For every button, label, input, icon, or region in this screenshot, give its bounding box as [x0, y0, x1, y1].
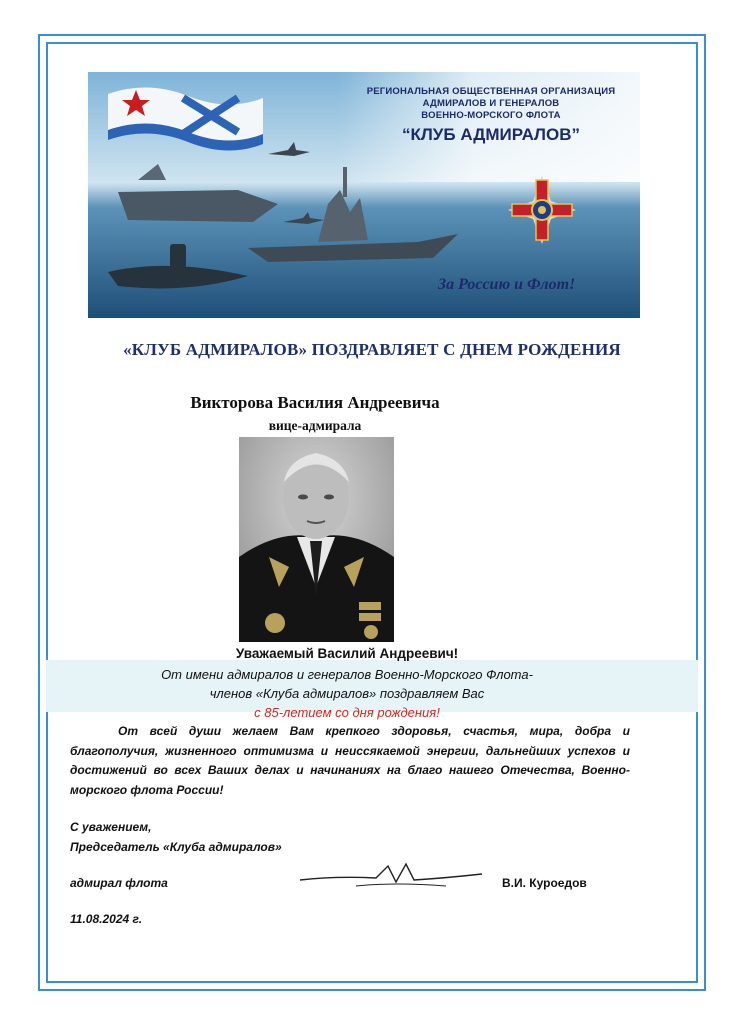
letter-body-text: От всей души желаем Вам крепкого здоровья, счастья, мира, добра и благополучия, жизненного оптимизма и неиссякаемой энергии, дальнейших успехов и достижений во всех Ваших делах и начинаниях на благо нашего Отечества, Военно-морского флота России! — [70, 724, 630, 797]
page-title: «КЛУБ АДМИРАЛОВ» ПОЗДРАВЛЯЕТ С ДНЕМ РОЖДЕНИЯ — [123, 340, 621, 359]
letter-line-2: членов «Клуба адмиралов» поздравляем Вас — [209, 686, 485, 701]
salutation: Уважаемый Василий Андреевич! — [235, 646, 459, 661]
anniversary-line: с 85-летием со дня рождения! — [254, 705, 440, 720]
header-banner — [88, 72, 640, 318]
document-date: 11.08.2024 г. — [70, 912, 143, 926]
motto: За Россию и Флот! — [438, 276, 576, 293]
handwritten-signature — [296, 856, 486, 892]
regards: С уважением, — [70, 820, 152, 834]
letter-body — [70, 722, 630, 800]
club-name: “КЛУБ АДМИРАЛОВ” — [402, 125, 580, 144]
signer-name: В.И. Куроедов — [502, 876, 587, 890]
honoree-name: Викторова Василия Андреевича — [190, 393, 440, 412]
organization-title — [346, 86, 636, 146]
org-line-3: ВОЕННО-МОРСКОГО ФЛОТА — [421, 110, 561, 121]
portrait-photo — [239, 437, 394, 642]
org-line-2: АДМИРАЛОВ И ГЕНЕРАЛОВ — [422, 98, 560, 109]
signer-rank: адмирал флота — [70, 876, 168, 890]
org-line-1: РЕГИОНАЛЬНАЯ ОБЩЕСТВЕННАЯ ОРГАНИЗАЦИЯ — [366, 86, 616, 97]
letter-line-1: От имени адмиралов и генералов Военно-Морского Флота- — [161, 667, 533, 682]
portrait-image — [239, 437, 394, 642]
signer-position: Председатель «Клуба адмиралов» — [70, 840, 282, 854]
honoree-rank: вице-адмирала — [268, 418, 362, 433]
